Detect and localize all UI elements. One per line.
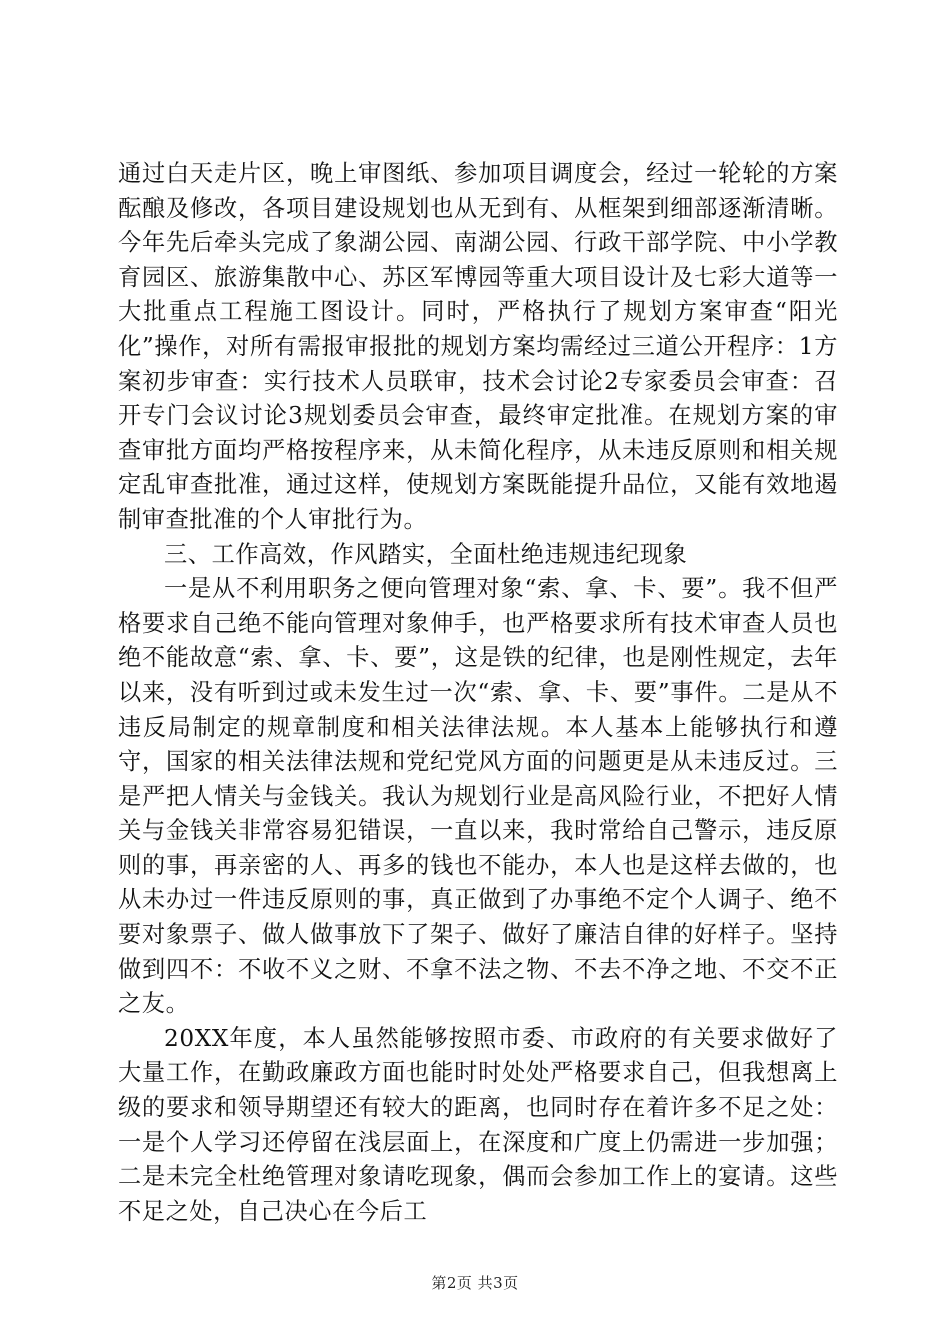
paragraph-continued-planning: 通过白天走片区，晚上审图纸、参加项目调度会，经过一轮轮的方案酝酿及修改，各项目建设规划也从无到有、从框架到细部逐渐清晰。今年先后牵头完成了象湖公园、南湖公园、行政干部学院、中小学教育园区、旅游集散中心、苏区军博园等重大项目设计及七彩大道等一大批重点工程施工图设计。同时，严格执行了规划方案审查“阳光化”操作，对所有需报审报批的规划方案均需经过三道公开程序：1方案初步审查：实行技术人员联审，技术会讨论2专家委员会审查：召开专门会议讨论3规划委员会审查，最终审定批准。在规划方案的审查审批方面均严格按程序来，从未简化程序，从未违反原则和相关规定乱审查批准，通过这样，使规划方案既能提升品位，又能有效地遏制审查批准的个人审批行为。 [118,160,838,533]
page-number-footer: 第2页 共3页 [431,1274,519,1292]
paragraph-shortcomings: 20XX年度，本人虽然能够按照市委、市政府的有关要求做好了大量工作，在勤政廉政方面也能时时处处严格要求自己，但我想离上级的要求和领导期望还有较大的距离，也同时存在着许多不足之处：一是个人学习还停留在浅层面上，在深度和广度上仍需进一步加强；二是未完全杜绝管理对象请吃现象，偶而会参加工作上的宴请。这些不足之处，自己决心在今后工 [118,1024,838,1225]
body-text [118,157,838,1229]
paragraph-integrity: 一是从不利用职务之便向管理对象“索、拿、卡、要”。我不但严格要求自己绝不能向管理对象伸手，也严格要求所有技术审查人员也绝不能故意“索、拿、卡、要”，这是铁的纪律，也是刚性规定，去年以来，没有听到过或未发生过一次“索、拿、卡、要”事件。二是从不违反局制定的规章制度和相关法律法规。本人基本上能够执行和遵守，国家的相关法律法规和党纪党风方面的问题更是从未违反过。三是严把人情关与金钱关。我认为规划行业是高风险行业，不把好人情关与金钱关非常容易犯错误，一直以来，我时常给自己警示，违反原则的事，再亲密的人、再多的钱也不能办，本人也是这样去做的，也从未办过一件违反原则的事，真正做到了办事绝不定个人调子、绝不要对象票子、做人做事放下了架子、做好了廉洁自律的好样子。坚持做到四不：不收不义之财、不拿不法之物、不去不净之地、不交不正之友。 [118,575,838,1018]
section-heading-three: 三、工作高效，作风踏实，全面杜绝违规违纪现象 [164,540,688,568]
